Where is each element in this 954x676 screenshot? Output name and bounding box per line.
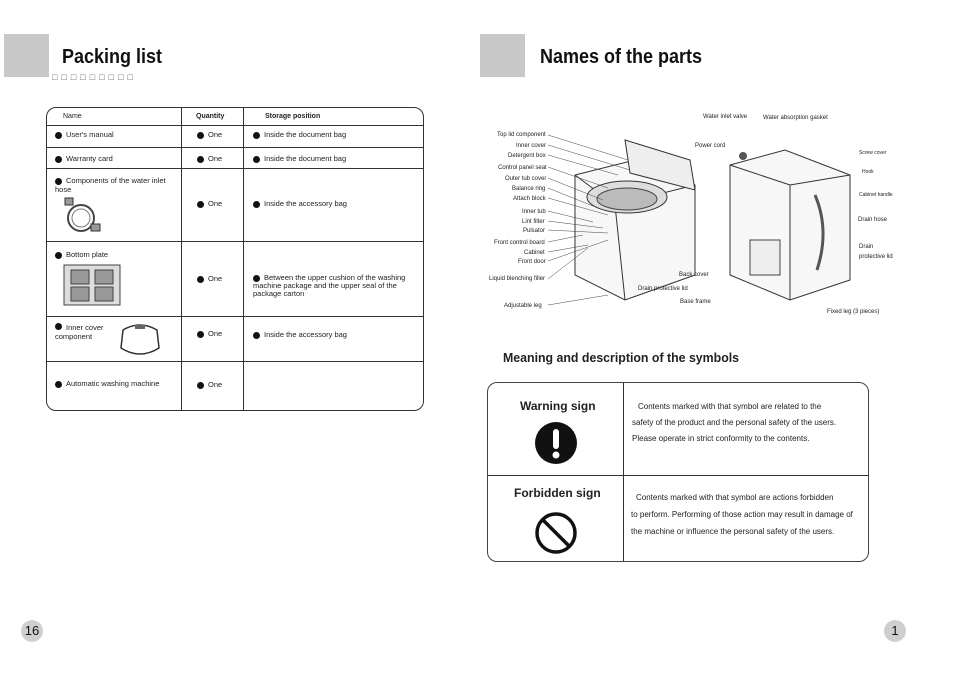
page-title: Packing list (62, 46, 163, 68)
label-adjustable-leg: Adjustable leg (504, 303, 542, 309)
bullet-icon (55, 156, 62, 163)
table-row: User's manual (55, 130, 114, 139)
bullet-icon (55, 381, 62, 388)
label-hook: Hook (862, 169, 874, 175)
bottom-plate-icon (63, 264, 121, 306)
label-front-door: Front door (518, 259, 546, 265)
label-water-inlet-valve: Water inlet valve (703, 114, 748, 120)
bullet-icon (197, 382, 204, 389)
label-cabinet-handle: Cabinet handle (859, 192, 893, 198)
symbols-table (487, 382, 869, 562)
bullet-icon (55, 323, 62, 330)
bullet-icon (197, 156, 204, 163)
position-cell: Inside the document bag (253, 154, 346, 163)
bullet-icon (197, 276, 204, 283)
header-storage-position: Storage position (265, 113, 321, 120)
label-screw-cover: Screw cover (859, 150, 887, 156)
label-control-panel-seat: Control panel seat (498, 165, 547, 171)
position-cell: Between the upper cushion of the washing machine package and the upper seal of the package carton (253, 273, 406, 298)
page-title: Names of the parts (540, 46, 703, 68)
label-pulsator: Pulsator (523, 228, 546, 234)
warning-sign-title: Warning sign (520, 399, 596, 413)
label-attach-block: Attach block (513, 196, 546, 202)
bullet-icon (253, 201, 260, 208)
table-row: Components of the water inlet hose (55, 176, 166, 194)
qty-cell: One (197, 274, 222, 283)
table-row: Warranty card (55, 154, 113, 163)
table-row: Bottom plate (55, 250, 108, 259)
qty-cell: One (197, 154, 222, 163)
water-inlet-hose-icon (61, 194, 105, 236)
bullet-icon (253, 332, 260, 339)
label-liquid-blenching-filler: Liquid blenching filler (489, 276, 546, 282)
position-cell: Inside the accessory bag (253, 330, 347, 339)
label-fixed-leg: Fixed leg (3 pieces) (827, 309, 880, 315)
inner-cover-icon (117, 322, 163, 358)
label-back-cover: Back cover (679, 272, 709, 278)
forbidden-sign-title: Forbidden sign (514, 486, 601, 500)
forbidden-description: Contents marked with that symbol are actions forbidden to perform. Performing of those action may result in damage of the machine or influence the personal safety of the users. (631, 493, 853, 536)
bullet-icon (55, 132, 62, 139)
bullet-icon (253, 132, 260, 139)
label-drain-protective-lid-right: Drain protective lid (859, 244, 893, 260)
label-top-lid-component: Top lid component (497, 132, 546, 138)
qty-cell: One (197, 130, 222, 139)
title-block-decoration (4, 34, 49, 77)
label-drain-hose: Drain hose (858, 217, 888, 223)
page-subtitle: □□□□□□□□□ (52, 72, 137, 82)
symbols-heading: Meaning and description of the symbols (503, 350, 740, 365)
bullet-icon (197, 132, 204, 139)
table-row: Automatic washing machine (55, 379, 159, 388)
washing-machine-back-diagram (725, 140, 855, 305)
bullet-icon (253, 156, 260, 163)
label-power-cord: Power cord (695, 143, 726, 149)
label-front-control-board: Front control board (494, 240, 545, 246)
label-balance-ring: Balance ring (512, 186, 546, 192)
position-cell: Inside the accessory bag (253, 199, 347, 208)
header-name: Name (63, 113, 82, 120)
qty-cell: One (197, 329, 222, 338)
page-number-left: 16 (21, 620, 43, 642)
exclamation-warning-icon (534, 421, 578, 465)
warning-description: Contents marked with that symbol are related to the safety of the product and the personal safety of the users. Please operate in strict conformity to the contents. (632, 402, 837, 443)
page-number-right: 1 (884, 620, 906, 642)
bullet-icon (197, 331, 204, 338)
label-cabinet: Cabinet (524, 250, 545, 256)
label-outer-tub-cover: Outer tub cover (505, 176, 547, 182)
label-water-absorption-gasket: Water absorption gasket (763, 115, 828, 121)
header-quantity: Quantity (196, 113, 225, 120)
position-cell: Inside the document bag (253, 130, 346, 139)
label-detergent-box: Detergent box (508, 153, 546, 159)
qty-cell: One (197, 199, 222, 208)
label-drain-protective-lid: Drain protective lid (638, 286, 688, 292)
label-lint-filter: Lint filter (522, 219, 545, 225)
leader-lines (548, 130, 638, 310)
qty-cell: One (197, 380, 222, 389)
bullet-icon (197, 201, 204, 208)
table-row: Inner cover component (55, 323, 104, 341)
title-block-decoration (480, 34, 525, 77)
prohibition-forbidden-icon (534, 511, 578, 555)
label-inner-cover: Inner cover (516, 143, 547, 149)
packing-table (46, 107, 424, 411)
label-base-frame: Base frame (680, 299, 711, 305)
bullet-icon (55, 178, 62, 185)
bullet-icon (55, 252, 62, 259)
label-inner-tub: Inner tub (522, 209, 546, 215)
